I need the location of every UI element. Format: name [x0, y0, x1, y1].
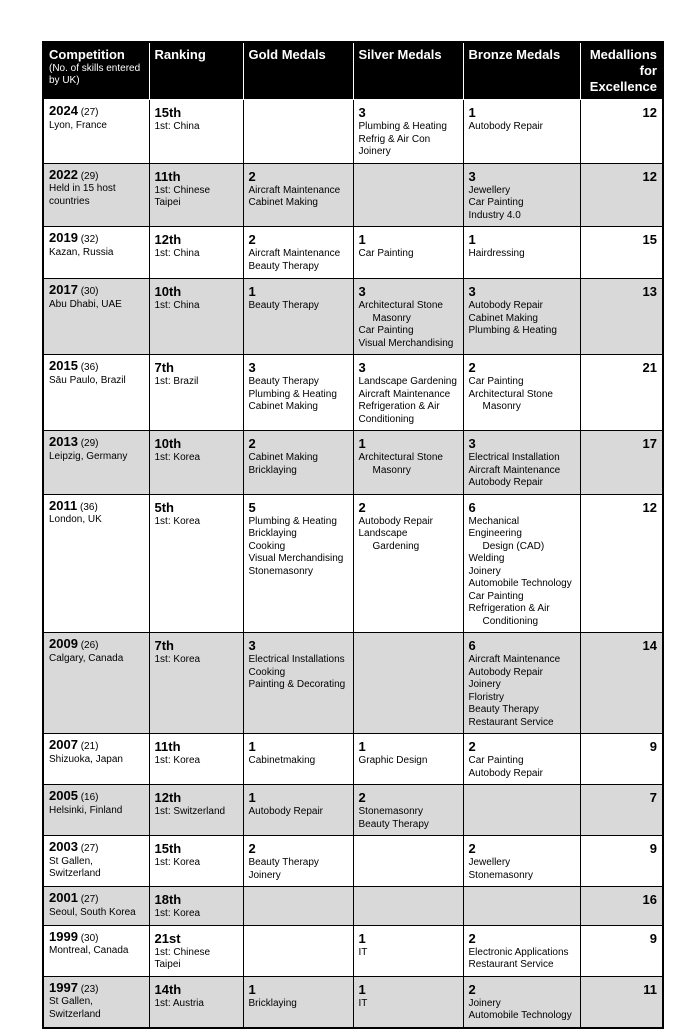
silver-medals-cell [353, 836, 463, 887]
bronze-medal-skill: Restaurant Service [468, 959, 554, 970]
medallions-cell: 13 [580, 279, 663, 355]
skills-count: (16) [80, 792, 99, 803]
silver-medal-skill: IT [358, 946, 368, 958]
ranking-cell [149, 976, 243, 1028]
uk-ranking: 14th [154, 981, 182, 997]
bronze-medals-cell [463, 925, 580, 976]
winning-country: 1st: Korea [154, 908, 201, 919]
competition-year: 2015 [49, 358, 78, 373]
bronze-medal-count: 2 [468, 841, 476, 856]
bronze-medal-skill: Restaurant Service [468, 716, 554, 728]
competition-location: Abu Dhabi, UAE [49, 298, 122, 310]
silver-medals-cell [353, 887, 463, 926]
table-row [43, 227, 663, 279]
bronze-medal-skill: Autobody Repair [468, 121, 543, 132]
bronze-medals-cell [463, 431, 580, 495]
skills-count: (32) [80, 234, 99, 245]
bronze-medals-cell [463, 100, 580, 164]
gold-medals-cell [243, 887, 353, 926]
gold-medal-skill: Cabinet Making [248, 401, 318, 412]
silver-medal-skill: Plumbing & Heating [358, 121, 447, 132]
table-row [43, 785, 663, 836]
bronze-medals-cell [463, 163, 580, 227]
uk-ranking: 10th [154, 436, 182, 451]
bronze-medal-skill: Joinery [468, 997, 501, 1009]
silver-medal-count: 3 [358, 284, 366, 299]
gold-medals-cell [243, 734, 353, 785]
uk-ranking: 7th [154, 638, 174, 653]
silver-medal-count: 1 [358, 930, 366, 946]
silver-medal-count: 3 [358, 105, 366, 120]
silver-medals-cell [353, 494, 463, 633]
table-row [43, 633, 663, 734]
competition-year: 2001 [49, 890, 78, 905]
competition-year: 2024 [49, 103, 78, 118]
silver-medal-skill: Car Painting [358, 248, 414, 259]
silver-medals-cell [353, 925, 463, 976]
header-competition-sub: (No. of skills entered by UK) [49, 63, 141, 86]
competition-cell [43, 976, 149, 1028]
bronze-medal-skill: Mechanical Engineering [468, 515, 522, 539]
gold-medal-count: 1 [248, 981, 256, 997]
competition-year: 2013 [49, 434, 78, 449]
bronze-medal-count: 1 [468, 232, 476, 247]
silver-medal-count: 2 [358, 499, 366, 515]
ranking-cell [149, 431, 243, 495]
gold-medal-count: 3 [248, 360, 256, 375]
winning-country: 1st: Brazil [154, 376, 199, 387]
bronze-medals-cell [463, 279, 580, 355]
medallions-cell: 9 [580, 734, 663, 785]
competition-cell [43, 785, 149, 836]
gold-medal-skill: Plumbing & Heating [248, 515, 337, 527]
silver-medal-skill: Car Painting [358, 325, 414, 336]
bronze-medal-count: 3 [468, 436, 476, 451]
medallions-cell: 21 [580, 355, 663, 431]
bronze-medal-skill: Electronic Applications [468, 946, 569, 958]
silver-medals-cell [353, 163, 463, 227]
gold-medal-count: 1 [248, 739, 256, 754]
competition-location: Kazan, Russia [49, 246, 114, 258]
winning-country: 1st: Korea [154, 452, 201, 463]
gold-medals-cell [243, 836, 353, 887]
competition-location: Lyon, France [49, 119, 107, 131]
bronze-medal-skill: Autobody Repair [468, 300, 543, 311]
bronze-medal-skill: Aircraft Maintenance [468, 654, 561, 665]
bronze-medal-skill: Electrical Installation [468, 452, 560, 463]
winning-country: 1st: China [154, 248, 200, 259]
gold-medal-count: 3 [248, 638, 256, 653]
silver-medal-skill: Autobody Repair [358, 515, 433, 527]
header-medallions: Medallions for Excellence [580, 42, 663, 100]
gold-medal-count: 2 [248, 841, 256, 856]
skills-count: (29) [80, 438, 99, 449]
bronze-medal-skill: Jewellery [468, 184, 511, 196]
table-row [43, 431, 663, 495]
silver-medal-skill: Aircraft Maintenance [358, 388, 451, 400]
skills-count: (27) [80, 107, 99, 118]
competition-year: 1999 [49, 928, 78, 944]
winning-country: 1st: Korea [154, 654, 201, 665]
competition-cell [43, 633, 149, 734]
silver-medal-skill: Stonemasonry [358, 806, 423, 817]
medallions-cell: 12 [580, 163, 663, 227]
table-row [43, 279, 663, 355]
ranking-cell [149, 925, 243, 976]
competition-cell [43, 836, 149, 887]
bronze-medal-skill: Autobody Repair [468, 477, 543, 488]
gold-medal-count: 1 [248, 284, 256, 299]
silver-medals-cell [353, 633, 463, 734]
silver-medal-skill: Landscape [358, 528, 408, 539]
competition-year: 2009 [49, 636, 78, 651]
uk-ranking: 10th [154, 284, 182, 299]
bronze-medal-skill: Floristry [468, 691, 505, 703]
table-row [43, 494, 663, 633]
bronze-medals-cell [463, 734, 580, 785]
skills-count: (30) [80, 932, 99, 944]
winning-country: 1st: Chinese Taipei [154, 946, 211, 970]
gold-medal-skill: Cabinetmaking [248, 755, 316, 766]
medallions-cell: 14 [580, 633, 663, 734]
table-row [43, 925, 663, 976]
results-table [42, 41, 664, 1029]
winning-country: 1st: China [154, 121, 200, 132]
gold-medal-skill: Beauty Therapy [248, 376, 319, 387]
bronze-medal-skill: Autobody Repair [468, 666, 543, 678]
competition-year: 2005 [49, 788, 78, 803]
bronze-medals-cell [463, 836, 580, 887]
ranking-cell [149, 494, 243, 633]
ranking-cell [149, 836, 243, 887]
bronze-medal-skill: Aircraft Maintenance [468, 464, 561, 476]
gold-medal-count: 5 [248, 499, 256, 515]
bronze-medal-skill: Industry 4.0 [468, 209, 521, 221]
medallions-cell: 12 [580, 494, 663, 633]
skills-count: (27) [80, 894, 99, 905]
silver-medals-cell [353, 431, 463, 495]
gold-medal-count: 2 [248, 232, 256, 247]
uk-ranking: 7th [154, 360, 174, 375]
gold-medal-skill: Autobody Repair [248, 806, 323, 817]
table-row [43, 887, 663, 926]
ranking-cell [149, 279, 243, 355]
gold-medals-cell [243, 976, 353, 1028]
bronze-medal-skill: Automobile Technology [468, 578, 572, 589]
uk-ranking: 12th [154, 790, 182, 805]
bronze-medal-count: 6 [468, 499, 476, 515]
silver-medals-cell [353, 227, 463, 279]
competition-cell [43, 734, 149, 785]
bronze-medal-skill: Refrigeration & Air [468, 603, 550, 614]
winning-country: 1st: Korea [154, 857, 201, 868]
competition-cell [43, 355, 149, 431]
gold-medal-skill: Visual Merchandising [248, 553, 344, 564]
gold-medals-cell [243, 100, 353, 164]
uk-ranking: 15th [154, 841, 182, 856]
silver-medal-count: 1 [358, 739, 366, 754]
competition-cell [43, 494, 149, 633]
silver-medal-count: 2 [358, 790, 366, 805]
ranking-cell [149, 887, 243, 926]
bronze-medal-skill: Joinery [468, 679, 501, 690]
gold-medal-skill: Bricklaying [248, 997, 297, 1009]
bronze-medals-cell [463, 494, 580, 633]
gold-medals-cell [243, 494, 353, 633]
bronze-medals-cell [463, 355, 580, 431]
bronze-medals-cell [463, 976, 580, 1028]
bronze-medal-skill: Hairdressing [468, 248, 525, 259]
bronze-medal-skill: Cabinet Making [468, 312, 538, 324]
competition-cell [43, 227, 149, 279]
winning-country: 1st: Switzerland [154, 806, 226, 817]
competition-location: Seoul, South Korea [49, 906, 136, 918]
bronze-medal-count: 3 [468, 168, 476, 184]
ranking-cell [149, 227, 243, 279]
bronze-medal-skill: Car Painting [468, 197, 524, 208]
medallions-cell: 12 [580, 100, 663, 164]
medallions-cell: 15 [580, 227, 663, 279]
bronze-medal-skill: Architectural Stone [468, 388, 553, 400]
bronze-medal-count: 2 [468, 981, 476, 997]
competition-location: St Gallen, Switzerland [49, 855, 101, 879]
gold-medal-count: 1 [248, 790, 256, 805]
silver-medal-skill: Architectural Stone [358, 300, 443, 311]
silver-medal-skill: Graphic Design [358, 755, 428, 766]
bronze-medal-skill: Plumbing & Heating [468, 325, 557, 336]
uk-ranking: 21st [154, 930, 181, 946]
silver-medal-skill: Refrig & Air Con [358, 133, 431, 145]
medallions-cell: 16 [580, 887, 663, 926]
header-ranking: Ranking [149, 42, 243, 100]
bronze-medal-count: 2 [468, 360, 476, 375]
competition-cell [43, 431, 149, 495]
medallions-cell: 9 [580, 836, 663, 887]
skills-count: (23) [80, 983, 99, 995]
gold-medals-cell [243, 431, 353, 495]
medallions-cell: 17 [580, 431, 663, 495]
gold-medal-skill: Electrical Installations [248, 654, 345, 665]
silver-medal-skill: Architectural Stone [358, 452, 443, 463]
silver-medal-skill: IT [358, 997, 368, 1009]
header-row [43, 42, 663, 100]
competition-year: 2003 [49, 839, 78, 854]
competition-location: Calgary, Canada [49, 652, 124, 664]
gold-medals-cell [243, 163, 353, 227]
bronze-medal-skill: Autobody Repair [468, 767, 543, 779]
competition-cell [43, 279, 149, 355]
bronze-medal-skill: Joinery [468, 565, 501, 577]
competition-location: Sāu Paulo, Brazil [49, 374, 126, 386]
silver-medal-skill: Visual Merchandising [358, 337, 454, 349]
table-body [43, 100, 663, 1028]
table-row [43, 163, 663, 227]
gold-medal-skill: Cooking [248, 540, 286, 552]
gold-medal-skill: Stonemasonry [248, 565, 313, 577]
competition-cell [43, 163, 149, 227]
silver-medals-cell [353, 355, 463, 431]
gold-medal-skill: Cabinet Making [248, 197, 318, 208]
gold-medal-skill: Cooking [248, 666, 286, 678]
gold-medal-skill: Joinery [248, 869, 281, 881]
silver-medals-cell [353, 976, 463, 1028]
bronze-medal-skill: Beauty Therapy [468, 704, 539, 715]
gold-medal-skill: Beauty Therapy [248, 260, 319, 272]
competition-cell [43, 925, 149, 976]
gold-medal-skill: Beauty Therapy [248, 300, 319, 311]
competition-year: 2022 [49, 166, 78, 182]
competition-location: St Gallen, Switzerland [49, 996, 101, 1020]
uk-ranking: 18th [154, 892, 182, 907]
skills-count: (36) [79, 501, 98, 513]
uk-ranking: 11th [154, 168, 181, 184]
uk-ranking: 11th [154, 739, 181, 754]
bronze-medal-skill: Car Painting [468, 755, 524, 766]
gold-medals-cell [243, 279, 353, 355]
medallions-cell: 11 [580, 976, 663, 1028]
gold-medal-skill: Plumbing & Heating [248, 388, 337, 400]
silver-medals-cell [353, 785, 463, 836]
winning-country: 1st: Korea [154, 755, 201, 766]
header-competition-label: Competition [49, 47, 125, 62]
bronze-medal-count: 6 [468, 638, 476, 653]
bronze-medal-skill: Jewellery [468, 857, 511, 868]
silver-medal-skill: Refrigeration & Air [358, 401, 440, 412]
skills-count: (29) [80, 170, 99, 182]
header-gold: Gold Medals [243, 42, 353, 100]
gold-medal-count: 2 [248, 436, 256, 451]
bronze-medal-count: 3 [468, 284, 476, 299]
competition-year: 2007 [49, 737, 78, 752]
gold-medal-skill: Bricklaying [248, 528, 297, 539]
gold-medals-cell [243, 925, 353, 976]
ranking-cell [149, 734, 243, 785]
table-row [43, 355, 663, 431]
table-row [43, 836, 663, 887]
competition-year: 2017 [49, 282, 78, 297]
silver-medal-skill: Conditioning [358, 413, 415, 425]
gold-medal-skill: Aircraft Maintenance [248, 184, 341, 196]
gold-medal-skill: Beauty Therapy [248, 857, 319, 868]
silver-medal-count: 1 [358, 981, 366, 997]
silver-medal-count: 1 [358, 232, 366, 247]
gold-medals-cell [243, 633, 353, 734]
bronze-medal-skill: Automobile Technology [468, 1010, 572, 1021]
bronze-medals-cell [463, 227, 580, 279]
silver-medal-count: 1 [358, 436, 366, 451]
competition-year: 1997 [49, 979, 78, 995]
bronze-medals-cell [463, 633, 580, 734]
gold-medals-cell [243, 227, 353, 279]
bronze-medal-count: 2 [468, 930, 476, 946]
bronze-medal-skill: Design (CAD) [482, 540, 545, 552]
gold-medal-skill: Bricklaying [248, 464, 297, 476]
table-row [43, 734, 663, 785]
competition-year: 2019 [49, 230, 78, 245]
winning-country: 1st: China [154, 300, 200, 311]
competition-cell [43, 100, 149, 164]
ranking-cell [149, 100, 243, 164]
gold-medals-cell [243, 785, 353, 836]
table-row [43, 100, 663, 164]
header-competition [43, 42, 149, 100]
competition-location: Leipzig, Germany [49, 450, 128, 462]
silver-medals-cell [353, 279, 463, 355]
skills-count: (27) [80, 843, 99, 854]
silver-medal-skill: Landscape Gardening [358, 376, 457, 387]
header-silver: Silver Medals [353, 42, 463, 100]
skills-count: (26) [80, 640, 99, 651]
winning-country: 1st: Chinese Taipei [154, 184, 211, 208]
gold-medal-skill: Aircraft Maintenance [248, 248, 341, 259]
bronze-medal-skill: Conditioning [482, 615, 539, 627]
competition-location: London, UK [49, 514, 102, 525]
competition-cell [43, 887, 149, 926]
medallions-cell: 9 [580, 925, 663, 976]
bronze-medal-count: 1 [468, 105, 476, 120]
ranking-cell [149, 633, 243, 734]
skills-count: (21) [80, 741, 99, 752]
silver-medal-skill: Beauty Therapy [358, 818, 429, 830]
medallions-cell: 7 [580, 785, 663, 836]
ranking-cell [149, 355, 243, 431]
bronze-medal-skill: Stonemasonry [468, 869, 533, 881]
competition-year: 2011 [49, 497, 78, 513]
competition-location: Montreal, Canada [49, 945, 129, 956]
ranking-cell [149, 163, 243, 227]
skills-count: (30) [80, 286, 99, 297]
winning-country: 1st: Korea [154, 515, 201, 527]
header-bronze: Bronze Medals [463, 42, 580, 100]
silver-medal-count: 3 [358, 360, 366, 375]
silver-medal-skill: Masonry [372, 312, 411, 324]
gold-medal-skill: Cabinet Making [248, 452, 318, 463]
bronze-medal-skill: Car Painting [468, 590, 524, 602]
bronze-medal-count: 2 [468, 739, 476, 754]
bronze-medals-cell [463, 785, 580, 836]
skills-count: (36) [80, 362, 99, 373]
silver-medal-skill: Masonry [372, 464, 411, 476]
competition-location: Helsinki, Finland [49, 804, 123, 816]
competition-location: Held in 15 host countries [49, 183, 116, 207]
uk-ranking: 5th [154, 499, 174, 515]
ranking-cell [149, 785, 243, 836]
bronze-medal-skill: Masonry [482, 401, 521, 412]
silver-medal-skill: Gardening [372, 540, 420, 552]
uk-ranking: 12th [154, 232, 182, 247]
gold-medals-cell [243, 355, 353, 431]
bronze-medal-skill: Car Painting [468, 376, 524, 387]
silver-medal-skill: Joinery [358, 146, 391, 157]
table-row [43, 976, 663, 1028]
bronze-medals-cell [463, 887, 580, 926]
competition-location: Shizuoka, Japan [49, 753, 123, 765]
silver-medals-cell [353, 100, 463, 164]
uk-ranking: 15th [154, 105, 182, 120]
gold-medal-skill: Painting & Decorating [248, 679, 346, 690]
bronze-medal-skill: Welding [468, 553, 505, 564]
winning-country: 1st: Austria [154, 997, 204, 1009]
silver-medals-cell [353, 734, 463, 785]
gold-medal-count: 2 [248, 168, 256, 184]
